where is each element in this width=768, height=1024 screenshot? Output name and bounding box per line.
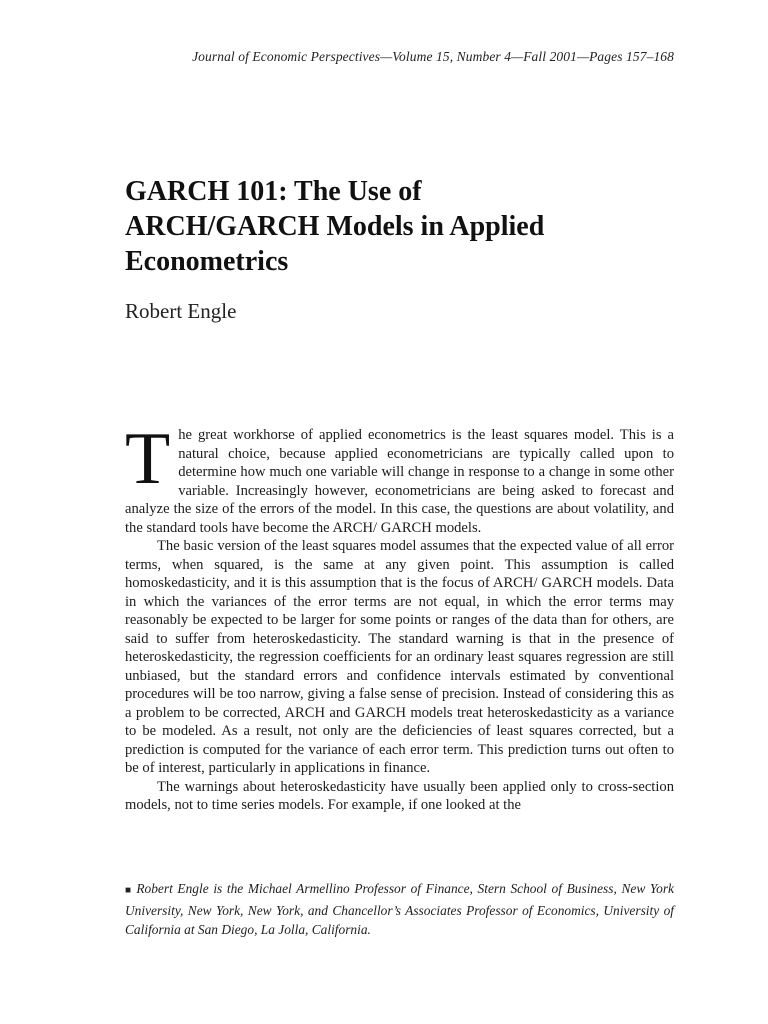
paragraph-1-text: he great workhorse of applied econometrics is the least squares model. This is a natural choice, because applied econometricians are typically called upon to determine how much one variable will change in response to a change in some other variable. Increasingly however, econometricians are being asked to forecast and analyze the size of the errors of the model. In this case, the questions are about volatility, and the standard tools have become the ARCH/ GARCH models.	[125, 427, 674, 536]
title-line: Econometrics	[125, 246, 289, 277]
author-name: Robert Engle	[125, 299, 237, 323]
paragraph-3: The warnings about heteroskedasticity have usually been applied only to cross-section models, not to time series models. For example, if one looked at the	[125, 778, 674, 813]
article-title	[125, 174, 685, 279]
author-footnote	[125, 879, 674, 940]
article-body	[125, 418, 674, 815]
running-head: Journal of Economic Perspectives—Volume 15, Number 4—Fall 2001—Pages 157–168	[192, 49, 674, 64]
footnote-bullet: ■	[125, 885, 133, 896]
title-line: GARCH 101: The Use of	[125, 176, 422, 207]
footnote-text: Robert Engle is the Michael Armellino Professor of Finance, Stern School of Business, New York University, New York, New York, and Chancellor’s Associates Professor of Economics, University of California at San Diego, La Jolla, California.	[125, 881, 674, 937]
paragraph-1	[125, 418, 674, 537]
title-line: ARCH/GARCH Models in Applied	[125, 211, 545, 242]
drop-cap: T	[125, 418, 171, 500]
paragraph-2: The basic version of the least squares model assumes that the expected value of all error terms, when squared, is the same at any given point. This assumption is called homoskedasticity, and it is this assumption that is the focus of ARCH/ GARCH models. Data in which the variances of the error terms are not equal, in which the error terms may reasonably be expected to be larger for some points or ranges of the data than for others, are said to suffer from heteroskedasticity. The standard warning is that in the presence of heteroskedasticity, the regression coefficients for an ordinary least squares regression are still unbiased, but the standard errors and confidence intervals estimated by conventional procedures will be too narrow, giving a false sense of precision. Instead of considering this as a problem to be corrected, ARCH and GARCH models treat heteroskedasticity as a variance to be modeled. As a result, not only are the deficiencies of least squares corrected, but a prediction is computed for the variance of each error term. This prediction turns out often to be of interest, particularly in applications in finance.	[125, 538, 674, 776]
